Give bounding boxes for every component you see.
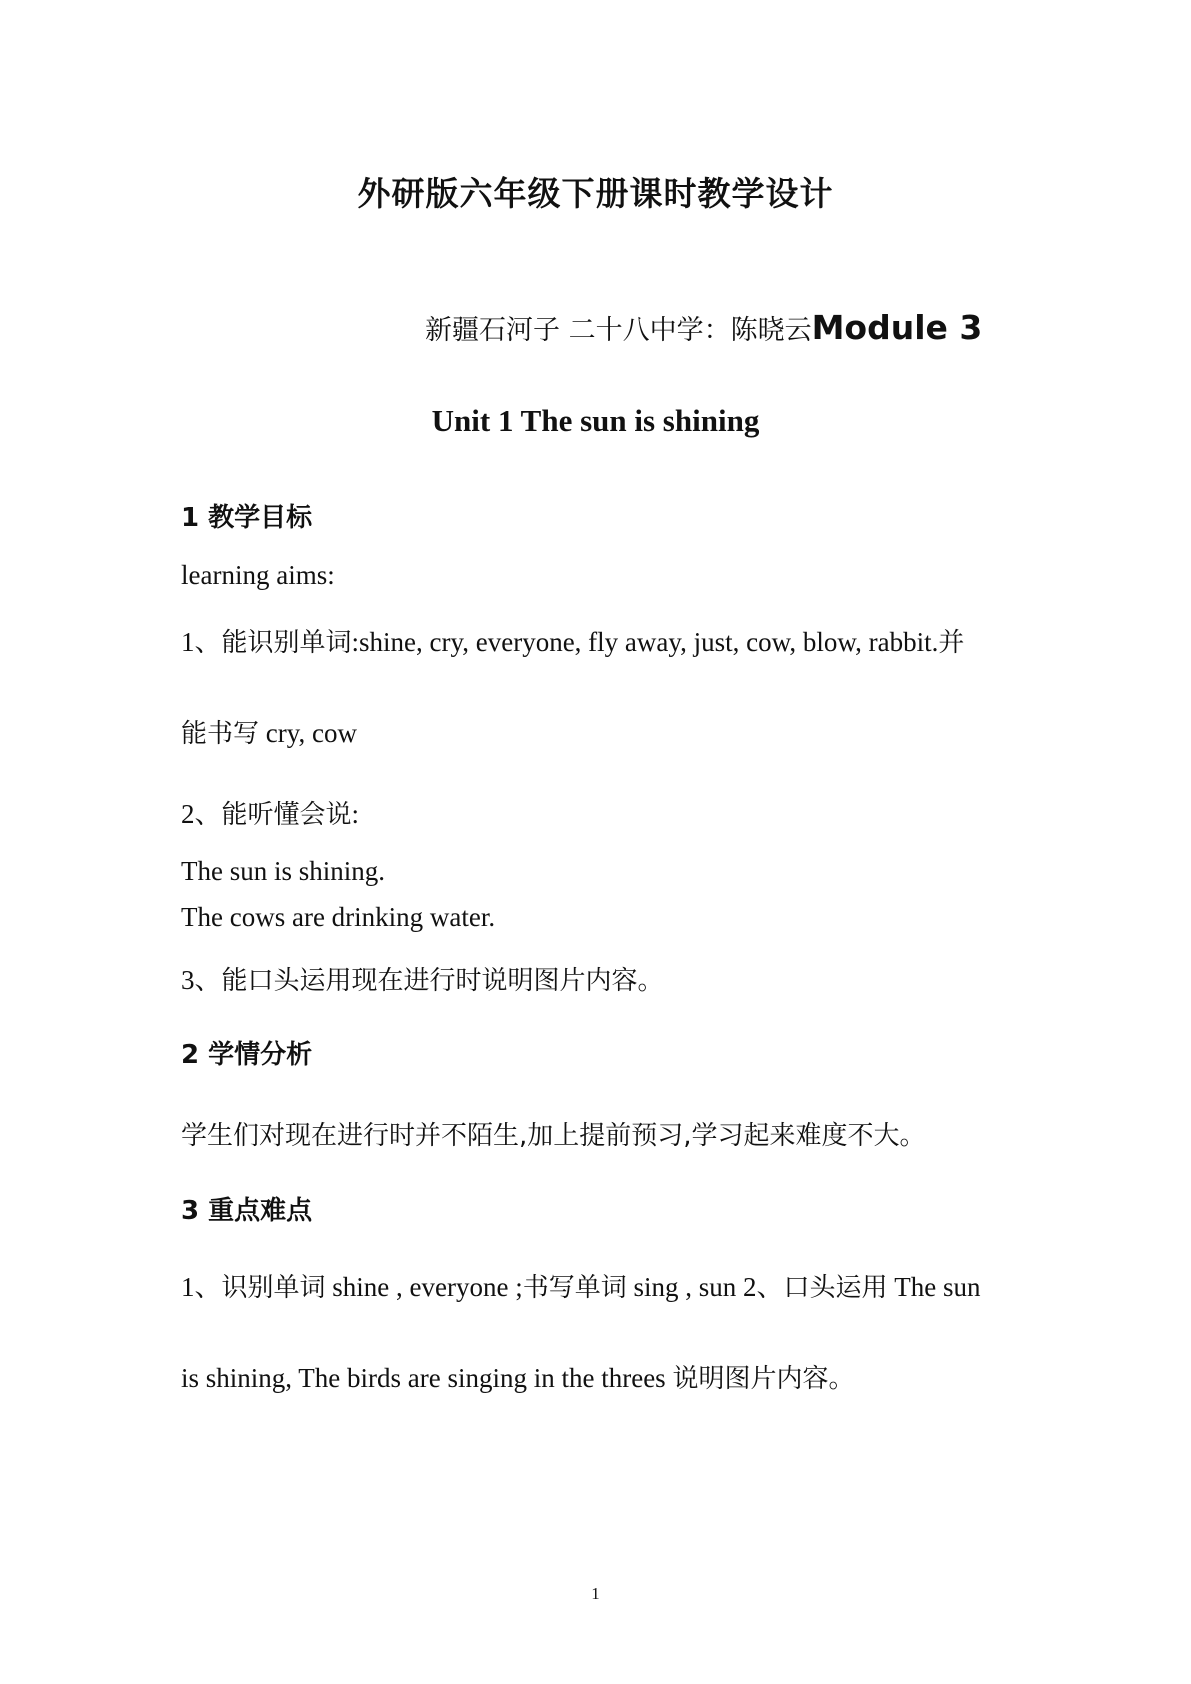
key-point-oral-sentence: is shining, The birds are singing in the threes <box>181 1363 673 1393</box>
aim-3-text: 能口头运用现在进行时说明图片内容。 <box>221 966 664 996</box>
key-point-number: 1、 <box>181 1272 222 1302</box>
key-point-oral-start: The sun <box>887 1272 981 1302</box>
section-heading-key-points: 3 重点难点 <box>181 1196 313 1226</box>
key-points-line-2 <box>181 1358 854 1395</box>
analysis-text: 学生们对现在进行时并不陌生,加上提前预习,学习起来难度不大。 <box>181 1121 926 1151</box>
aim-1-write-words: cry, cow <box>259 718 357 748</box>
key-points-line-1 <box>181 1265 981 1304</box>
aim-1-words: :shine, cry, everyone, fly away, just, cow, blow, rabbit. <box>351 627 939 657</box>
example-sentence-1: The sun is shining. <box>181 856 386 886</box>
aim-1-number: 1、 <box>181 627 222 657</box>
key-point-write-label: 书写单词 <box>522 1273 627 1303</box>
module-label: Module 3 <box>811 308 983 347</box>
author-line <box>425 308 982 347</box>
section-heading-objectives: 1 教学目标 <box>181 503 313 533</box>
document-title: 外研版六年级下册课时教学设计 <box>357 174 834 213</box>
key-point-write-words: sing , sun 2、 <box>626 1272 784 1302</box>
aim-1-tail: 并 <box>938 628 965 658</box>
aim-1-label: 能识别单词 <box>221 628 352 658</box>
key-point-oral-label: 口头运用 <box>783 1273 888 1303</box>
aim-1-write-label: 能书写 <box>181 719 260 749</box>
aim-3-number: 3、 <box>181 965 222 995</box>
key-point-oral-end: 说明图片内容。 <box>672 1364 855 1394</box>
section-heading-analysis: 2 学情分析 <box>181 1040 313 1070</box>
aim-3-line <box>181 958 664 997</box>
aim-2-line <box>181 792 359 831</box>
key-point-recognize-label: 识别单词 <box>221 1273 326 1303</box>
unit-title: Unit 1 The sun is shining <box>431 403 760 438</box>
key-point-recognize-words: shine , everyone ; <box>325 1272 523 1302</box>
aim-2-number: 2、 <box>181 799 222 829</box>
example-sentence-2: The cows are drinking water. <box>181 902 496 932</box>
page-number: 1 <box>591 1584 600 1603</box>
aim-2-colon: : <box>351 799 360 829</box>
learning-aims-label: learning aims: <box>181 560 335 590</box>
aim-1-continuation <box>181 713 357 750</box>
aim-2-label: 能听懂会说 <box>221 800 352 830</box>
author-name: 新疆石河子 二十八中学：陈晓云 <box>425 315 812 346</box>
aim-1-line <box>181 620 964 659</box>
